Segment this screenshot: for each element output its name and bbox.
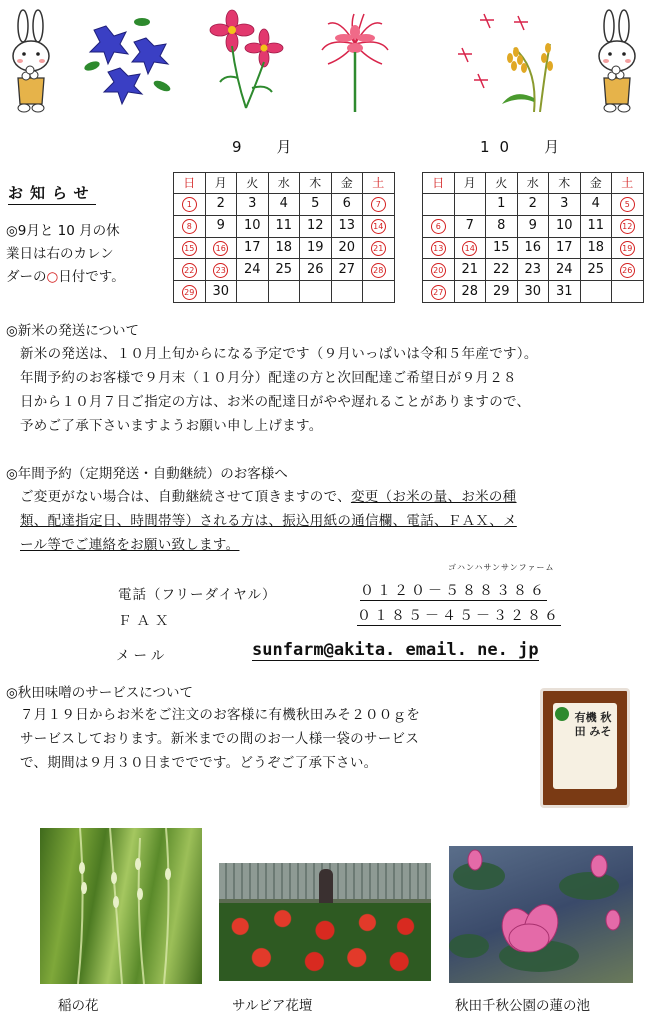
spider-lily-illustration: [320, 8, 390, 112]
calendar-day: 30: [517, 281, 549, 303]
notice-body: [6, 220, 158, 289]
holiday-day: 8: [182, 219, 197, 234]
calendar-day: 21: [454, 259, 486, 281]
calendar-day: 8: [486, 215, 518, 237]
lotus-caption: 秋田千秋公園の蓮の池: [455, 998, 590, 1014]
calendar-day: [423, 237, 455, 259]
holiday-day: 23: [213, 263, 228, 278]
shipping-line: 予めご了承下さいますようお願い申し上げます。: [20, 418, 323, 434]
calendar-day: [205, 237, 237, 259]
weekday-header: 月: [454, 173, 486, 194]
rice-flower-caption: 稲の花: [58, 998, 99, 1014]
weekday-header: 水: [268, 173, 300, 194]
annual-line-2: 類、配達指定日、時間帯等）される方は、振込用紙の通信欄、電話、ＦＡＸ、メ: [20, 513, 517, 529]
calendar-day: 12: [300, 215, 332, 237]
calendar-day: [580, 281, 612, 303]
calendar-day: 13: [331, 215, 363, 237]
miso-line: サービスしております。新米までの間のお一人様一袋のサービス: [20, 731, 420, 747]
phone-label: 電話（フリーダイヤル）: [118, 587, 277, 603]
calendar-day: [423, 215, 455, 237]
calendar-day: 31: [549, 281, 581, 303]
calendar-day: 28: [454, 281, 486, 303]
calendar-day: 25: [580, 259, 612, 281]
calendar-day: 27: [331, 259, 363, 281]
weekday-header: 金: [331, 173, 363, 194]
weekday-header: 金: [580, 173, 612, 194]
calendar-day: 29: [486, 281, 518, 303]
farm-name-kana: ゴハンハサンサンファーム: [448, 563, 555, 572]
notice-line-3: ダーの○日付です。: [6, 269, 125, 285]
calendar-day: 2: [517, 194, 549, 216]
holiday-day: 5: [620, 197, 635, 212]
calendar-day: [612, 259, 644, 281]
notice-line-2: 業日は右のカレン: [6, 246, 114, 262]
calendar-day: [454, 194, 486, 216]
calendar-day: [205, 259, 237, 281]
lotus-pond-photo: [449, 846, 633, 983]
calendar-day: [612, 281, 644, 303]
calendar-day: 1: [486, 194, 518, 216]
calendar-day: 30: [205, 281, 237, 303]
calendar-day: 4: [268, 194, 300, 216]
bunny-left-illustration: [6, 8, 56, 116]
calendar-day: [174, 281, 206, 303]
annual-heading: ◎年間予約（定期発送・自動継続）のお客様へ: [6, 466, 288, 482]
miso-line: ７月１９日からお米をご注文のお客様に有機秋田みそ２００ｇを: [20, 707, 421, 723]
holiday-day: 29: [182, 285, 197, 300]
notice-title: お知らせ: [8, 182, 96, 205]
shipping-line: 新米の発送は、１０月上旬からになる予定です（９月いっぱいは令和５年産です）。: [20, 346, 538, 362]
shipping-line: 日から１０月７日ご指定の方は、お米の配達日がやや遅れることがありますので、: [20, 394, 531, 410]
miso-paragraph: [20, 703, 540, 775]
calendar-day: [612, 215, 644, 237]
holiday-day: 14: [371, 219, 386, 234]
calendar-day: 10: [549, 215, 581, 237]
holiday-day: 12: [620, 219, 635, 234]
calendar-day: 2: [205, 194, 237, 216]
calendar-day: 24: [549, 259, 581, 281]
notice-line-1: ◎9月と 10 月の休: [6, 223, 120, 239]
september-title: 9 月: [232, 138, 302, 156]
calendar-day: 16: [517, 237, 549, 259]
calendar-day: 20: [331, 237, 363, 259]
shipping-heading: ◎新米の発送について: [6, 323, 140, 339]
rice-flower-photo: [40, 828, 202, 984]
calendar-day: 24: [237, 259, 269, 281]
calendar-day: 17: [549, 237, 581, 259]
holiday-day: 28: [371, 263, 386, 278]
weekday-header: 水: [517, 173, 549, 194]
mail-label: メール: [116, 648, 169, 664]
weekday-header: 月: [205, 173, 237, 194]
calendar-day: 19: [300, 237, 332, 259]
calendar-day: 18: [268, 237, 300, 259]
calendar-day: [423, 194, 455, 216]
holiday-day: 14: [462, 241, 477, 256]
calendar-day: 11: [268, 215, 300, 237]
calendar-day: [363, 215, 395, 237]
calendar-day: 6: [331, 194, 363, 216]
calendar-day: 17: [237, 237, 269, 259]
calendar-day: [612, 194, 644, 216]
october-calendar: [422, 172, 644, 303]
weekday-header: 土: [363, 173, 395, 194]
calendar-day: 3: [237, 194, 269, 216]
miso-line: で、期間は９月３０日まででです。どうぞご了承下さい。: [20, 755, 378, 771]
september-calendar: [173, 172, 395, 303]
holiday-day: 19: [620, 241, 635, 256]
calendar-day: [363, 259, 395, 281]
miso-heading: ◎秋田味噌のサービスについて: [6, 685, 194, 701]
calendar-day: 11: [580, 215, 612, 237]
calendar-day: [423, 281, 455, 303]
holiday-day: 1: [182, 197, 197, 212]
calendar-day: [300, 281, 332, 303]
calendar-day: 25: [268, 259, 300, 281]
calendar-day: [174, 194, 206, 216]
cosmos-illustration: [206, 8, 286, 112]
annual-line-1: ご変更がない場合は、自動継続させて頂きますので、変更（お米の量、お米の種: [20, 489, 517, 505]
calendar-day: 3: [549, 194, 581, 216]
holiday-day: 13: [431, 241, 446, 256]
miso-package-label: 有機 秋田 みそ: [574, 711, 612, 738]
holiday-day: 6: [431, 219, 446, 234]
calendar-day: [174, 259, 206, 281]
salvia-caption: サルビア花壇: [232, 998, 313, 1014]
calendar-day: 15: [486, 237, 518, 259]
calendar-day: [423, 259, 455, 281]
holiday-day: 7: [371, 197, 386, 212]
shipping-line: 年間予約のお客様で９月末（１０月分）配達の方と次回配達ご希望日が９月２８: [20, 370, 517, 386]
calendar-day: [612, 237, 644, 259]
calendar-day: [268, 281, 300, 303]
fax-label: ＦＡＸ: [118, 613, 174, 629]
weekday-header: 日: [174, 173, 206, 194]
calendar-day: 22: [486, 259, 518, 281]
calendar-day: 10: [237, 215, 269, 237]
email-address[interactable]: sunfarm@akita. email. ne. jp: [252, 640, 539, 660]
bunny-right-illustration: [592, 8, 642, 116]
calendar-day: [174, 215, 206, 237]
calendar-day: [174, 237, 206, 259]
october-title: 10 月: [480, 138, 570, 156]
annual-paragraph: [20, 485, 650, 557]
calendar-day: [363, 281, 395, 303]
rice-dragonfly-illustration: [454, 8, 558, 112]
holiday-day: 26: [620, 263, 635, 278]
calendar-day: [237, 281, 269, 303]
annual-line-3: ール等でご連絡をお願い致します。: [20, 537, 240, 553]
calendar-day: [331, 281, 363, 303]
weekday-header: 木: [300, 173, 332, 194]
bellflower-illustration: [84, 8, 174, 108]
holiday-day: 27: [431, 285, 446, 300]
holiday-day: 16: [213, 241, 228, 256]
fax-number[interactable]: ０１８５－４５－３２８６: [357, 608, 561, 624]
holiday-day: 22: [182, 263, 197, 278]
calendar-day: 9: [205, 215, 237, 237]
weekday-header: 日: [423, 173, 455, 194]
shipping-paragraph: [20, 342, 650, 438]
phone-number[interactable]: ０１２０－５８８３８６: [360, 583, 547, 599]
holiday-circle-mark: ○: [46, 269, 59, 285]
calendar-day: 7: [454, 215, 486, 237]
calendar-day: [363, 237, 395, 259]
salvia-flowerbed-photo: [219, 863, 431, 981]
calendar-day: 23: [517, 259, 549, 281]
holiday-day: 21: [371, 241, 386, 256]
calendar-day: [363, 194, 395, 216]
calendar-day: 18: [580, 237, 612, 259]
calendar-day: 9: [517, 215, 549, 237]
holiday-day: 20: [431, 263, 446, 278]
miso-package-image: [540, 688, 630, 808]
weekday-header: 火: [486, 173, 518, 194]
calendar-day: 4: [580, 194, 612, 216]
calendar-day: [454, 237, 486, 259]
weekday-header: 火: [237, 173, 269, 194]
holiday-day: 15: [182, 241, 197, 256]
weekday-header: 土: [612, 173, 644, 194]
weekday-header: 木: [549, 173, 581, 194]
calendar-day: 26: [300, 259, 332, 281]
calendar-day: 5: [300, 194, 332, 216]
